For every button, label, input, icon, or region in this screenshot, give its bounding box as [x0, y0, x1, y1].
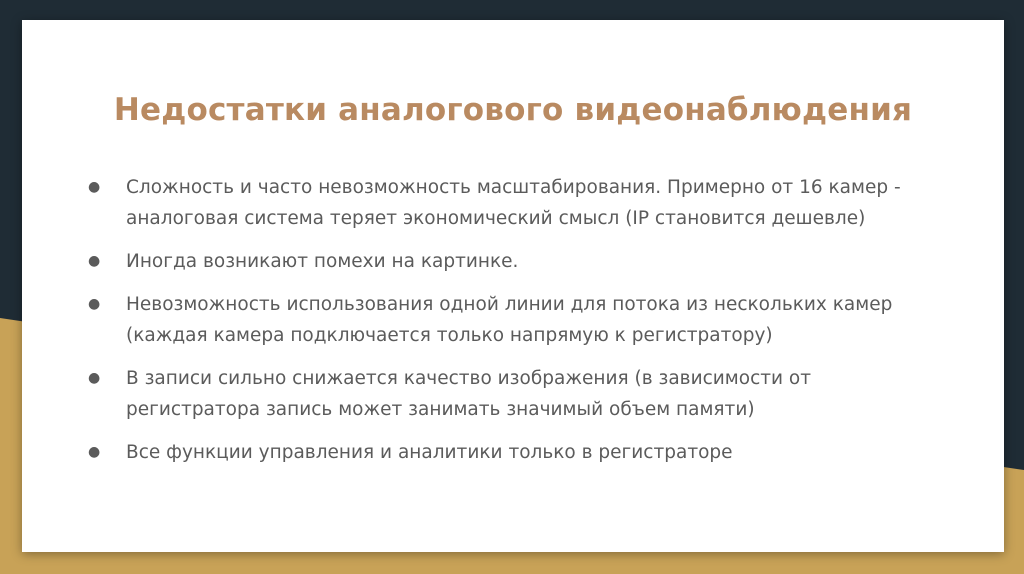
bullet-item	[88, 246, 918, 277]
bullet-dot-icon: ●	[88, 296, 101, 312]
bullet-dot-icon: ●	[88, 253, 101, 269]
slide-title: Недостатки аналогового видеонаблюдения	[113, 92, 913, 128]
bullet-dot-icon: ●	[88, 179, 101, 195]
bullet-text: Иногда возникают помехи на картинке.	[126, 251, 519, 272]
bullet-item	[88, 437, 918, 468]
bullet-list	[88, 172, 918, 480]
bullet-item	[88, 172, 918, 234]
bullet-text: Невозможность использования одной линии для потока из нескольких камер (каждая камера подключается только напрямую к регистратору)	[126, 294, 893, 346]
bullet-text: В записи сильно снижается качество изображения (в зависимости от регистратора запись может занимать значимый объем памяти)	[126, 368, 812, 420]
slide-card	[22, 20, 1004, 552]
bullet-dot-icon: ●	[88, 370, 101, 386]
bullet-item	[88, 363, 918, 425]
bullet-text: Сложность и часто невозможность масштабирования. Примерно от 16 камер - аналоговая система теряет экономический смысл (IP становится дешевле)	[126, 177, 901, 229]
bullet-text: Все функции управления и аналитики только в регистраторе	[126, 442, 733, 463]
bullet-dot-icon: ●	[88, 444, 101, 460]
bullet-item	[88, 289, 918, 351]
